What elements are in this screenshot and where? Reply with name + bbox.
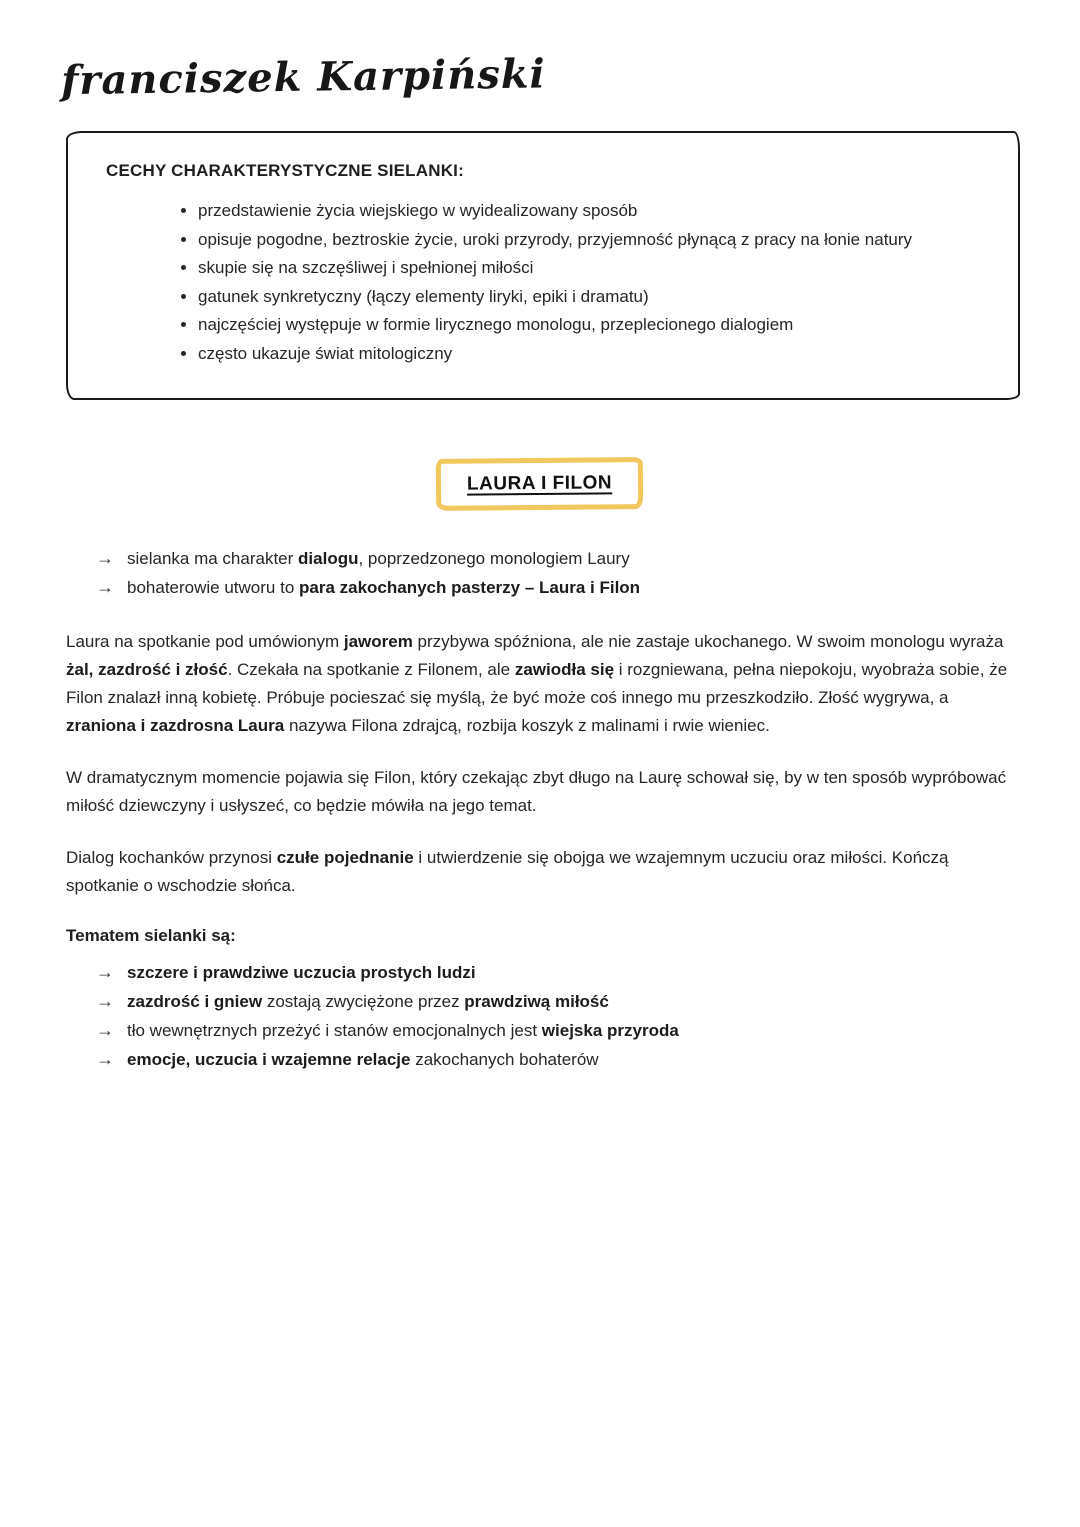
- themes-heading: Tematem sielanki są:: [66, 926, 236, 945]
- list-item: • opisuje pogodne, beztroskie życie, uroki przyrody, przyjemność płynącą z pracy na łonie natury: [198, 226, 978, 255]
- paragraph: Laura na spotkanie pod umówionym jaworem przybywa spóźniona, ale nie zastaje ukochanego. W swoim monologu wyraża żal, zazdrość i złość. Czekała na spotkanie z Filonem, ale zawiodła się i rozgniewana, pełna niepokoju, wyobraża sobie, że Filon znalazł inną kobietę. Próbuje pocieszać się myślą, że być może coś innego mu przeszkodziło. Złość wygrywa, a zraniona i zazdrosna Laura nazywa Filona zdrajcą, rozbija koszyk z malinami i rwie wieniec.: [66, 632, 1008, 735]
- list-item-text: zazdrość i gniew zostają zwyciężone przez prawdziwą miłość: [127, 992, 609, 1011]
- list-item-text: emocje, uczucia i wzajemne relacje zakochanych bohaterów: [127, 1050, 599, 1069]
- paragraph: W dramatycznym momencie pojawia się Filon, który czekając zbyt długo na Laurę schował się, by w ten sposób wypróbować miłość dziewczyny i usłyszeć, co będzie mówiła na jego temat.: [66, 768, 1007, 815]
- list-item: [96, 958, 1020, 987]
- list-item-text: szczere i prawdziwe uczucia prostych ludzi: [127, 963, 476, 982]
- list-item: • najczęściej występuje w formie lirycznego monologu, przeplecionego dialogiem: [198, 311, 978, 340]
- intro-list: [96, 544, 1020, 602]
- list-item: [96, 1016, 1020, 1045]
- themes-list: [96, 958, 1020, 1074]
- list-item: • gatunek synkretyczny (łączy elementy liryki, epiki i dramatu): [198, 283, 978, 312]
- list-item: • często ukazuje świat mitologiczny: [198, 340, 978, 369]
- list-item: [96, 1045, 1020, 1074]
- arrow-icon: →: [96, 962, 114, 982]
- list-item-text: bohaterowie utworu to para zakochanych pasterzy – Laura i Filon: [127, 578, 641, 597]
- features-box: [66, 131, 1020, 400]
- list-item: [96, 987, 1020, 1016]
- features-list: [106, 197, 978, 368]
- arrow-icon: →: [96, 548, 114, 568]
- list-item: [96, 573, 1020, 602]
- arrow-icon: →: [96, 1020, 114, 1040]
- section-title: LAURA I FILON: [467, 472, 613, 495]
- list-item-text: tło wewnętrznych przeżyć i stanów emocjonalnych jest wiejska przyroda: [127, 1021, 679, 1040]
- paragraph: Dialog kochanków przynosi czułe pojednanie i utwierdzenie się obojga we wzajemnym uczuciu oraz miłości. Kończą spotkanie o wschodzie słońca.: [66, 848, 949, 895]
- section-title-box: [436, 457, 644, 511]
- section-title-wrap: [0, 458, 1080, 510]
- arrow-icon: →: [96, 991, 114, 1011]
- arrow-icon: →: [96, 577, 114, 597]
- list-item-text: sielanka ma charakter dialogu, poprzedzonego monologiem Laury: [127, 549, 630, 568]
- list-item: • skupie się na szczęśliwej i spełnionej miłości: [198, 254, 978, 283]
- list-item: [96, 544, 1020, 573]
- list-item: • przedstawienie życia wiejskiego w wyidealizowany sposób: [198, 197, 978, 226]
- features-heading: CECHY CHARAKTERYSTYCZNE SIELANKI:: [106, 161, 464, 180]
- arrow-icon: →: [96, 1049, 114, 1069]
- page-title: franciszek Karpiński: [60, 50, 547, 105]
